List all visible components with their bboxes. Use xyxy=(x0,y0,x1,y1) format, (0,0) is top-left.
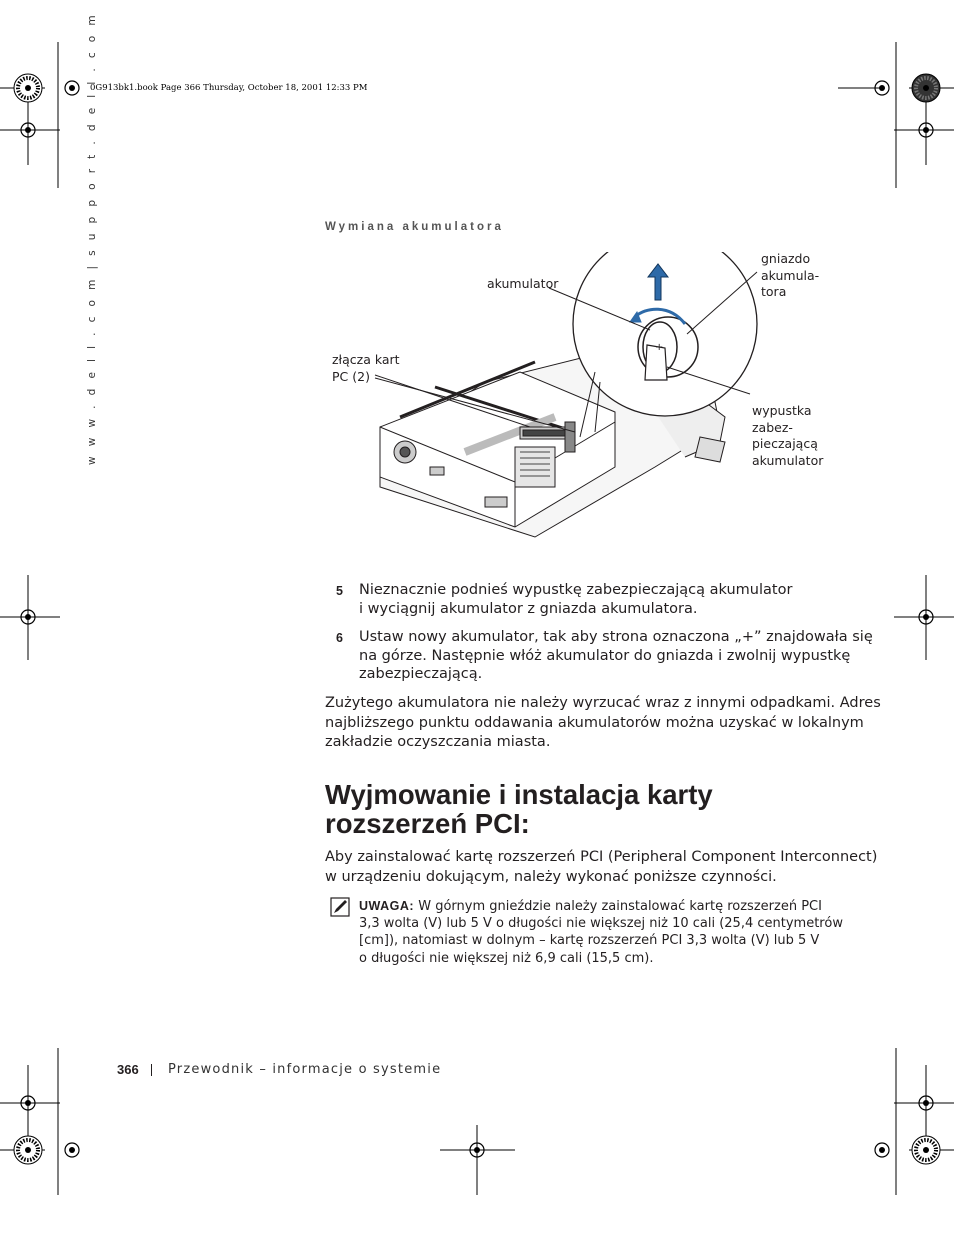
para-line: Aby zainstalować kartę rozszerzeń PCI (Peripheral Component Interconnect) xyxy=(325,849,878,865)
callout-akumulator-line: akumulator xyxy=(487,276,559,291)
section-label: Wymiana akumulatora xyxy=(325,221,504,233)
callout-line: złącza kart xyxy=(332,352,400,367)
note-line: 3,3 wolta (V) lub 5 V o długości nie większej niż 10 cali (25,4 centymetrów xyxy=(359,916,843,932)
note-label: UWAGA: xyxy=(359,899,415,913)
step-number: 6 xyxy=(336,631,343,645)
footer-separator xyxy=(151,1064,152,1076)
step-line: na górze. Następnie włóż akumulator do gniazda i zwolnij wypustkę xyxy=(359,647,851,664)
disposal-paragraph xyxy=(325,694,881,753)
note-first-line: W górnym gnieździe należy zainstalować kartę rozszerzeń PCI xyxy=(418,899,822,914)
callout-line: PC (2) xyxy=(332,368,370,384)
step-line: zabezpieczającą. xyxy=(359,666,483,683)
callout-wypustka xyxy=(752,403,823,469)
step-line: i wyciągnij akumulator z gniazda akumulatora. xyxy=(359,600,698,617)
intro-paragraph xyxy=(325,848,878,887)
heading-line: Wyjmowanie i instalacja karty xyxy=(325,779,713,810)
heading-line: rozszerzeń PCI: xyxy=(325,808,530,839)
note-line: o długości nie większej niż 6,9 cali (15,5 cm). xyxy=(359,950,654,966)
section-heading xyxy=(325,780,845,838)
callout-zlacza xyxy=(332,352,400,385)
note-block xyxy=(359,898,843,967)
para-line: Zużytego akumulatora nie należy wyrzucać wraz z innymi odpadkami. Adres xyxy=(325,695,881,711)
para-line: zakładzie oczyszczania miasta. xyxy=(325,734,551,751)
page-number: 366 xyxy=(117,1062,139,1077)
callout-line: pieczającą xyxy=(752,436,818,451)
svg-text:+: + xyxy=(655,342,664,353)
callout-line: zabez- xyxy=(752,419,793,435)
callout-line: akumula- xyxy=(761,267,820,283)
print-header: 0G913bk1.book Page 366 Thursday, October 18, 2001 12:33 PM xyxy=(90,83,368,93)
side-url: w w w . d e l l . c o m | s u p p o r t . d e l l . c o m xyxy=(86,12,98,465)
note-line: [cm]), natomiast w dolnym – kartę rozszerzeń PCI 3,3 wolta (V) lub 5 V xyxy=(359,933,820,949)
step-line: Ustaw nowy akumulator, tak aby strona oznaczona „+” znajdowała się xyxy=(359,629,873,645)
note-pencil-icon xyxy=(330,897,350,917)
callout-line: akumulator xyxy=(752,452,824,468)
step-number: 5 xyxy=(336,584,343,598)
callout-line: gniazdo xyxy=(761,251,811,266)
callout-line: wypustka xyxy=(752,403,812,418)
callout-akumulator xyxy=(487,276,558,293)
step-line: Nieznacznie podnieś wypustkę zabezpieczającą akumulator xyxy=(359,582,793,598)
para-line: najbliższego punktu oddawania akumulatorów można uzyskać w lokalnym xyxy=(325,714,864,731)
callout-gniazdo xyxy=(761,251,819,301)
footer-title: Przewodnik – informacje o systemie xyxy=(168,1062,442,1077)
para-line: w urządzeniu dokującym, należy wykonać poniższe czynności. xyxy=(325,868,777,885)
callout-line: tora xyxy=(761,284,787,299)
battery-replacement-figure xyxy=(325,252,825,552)
